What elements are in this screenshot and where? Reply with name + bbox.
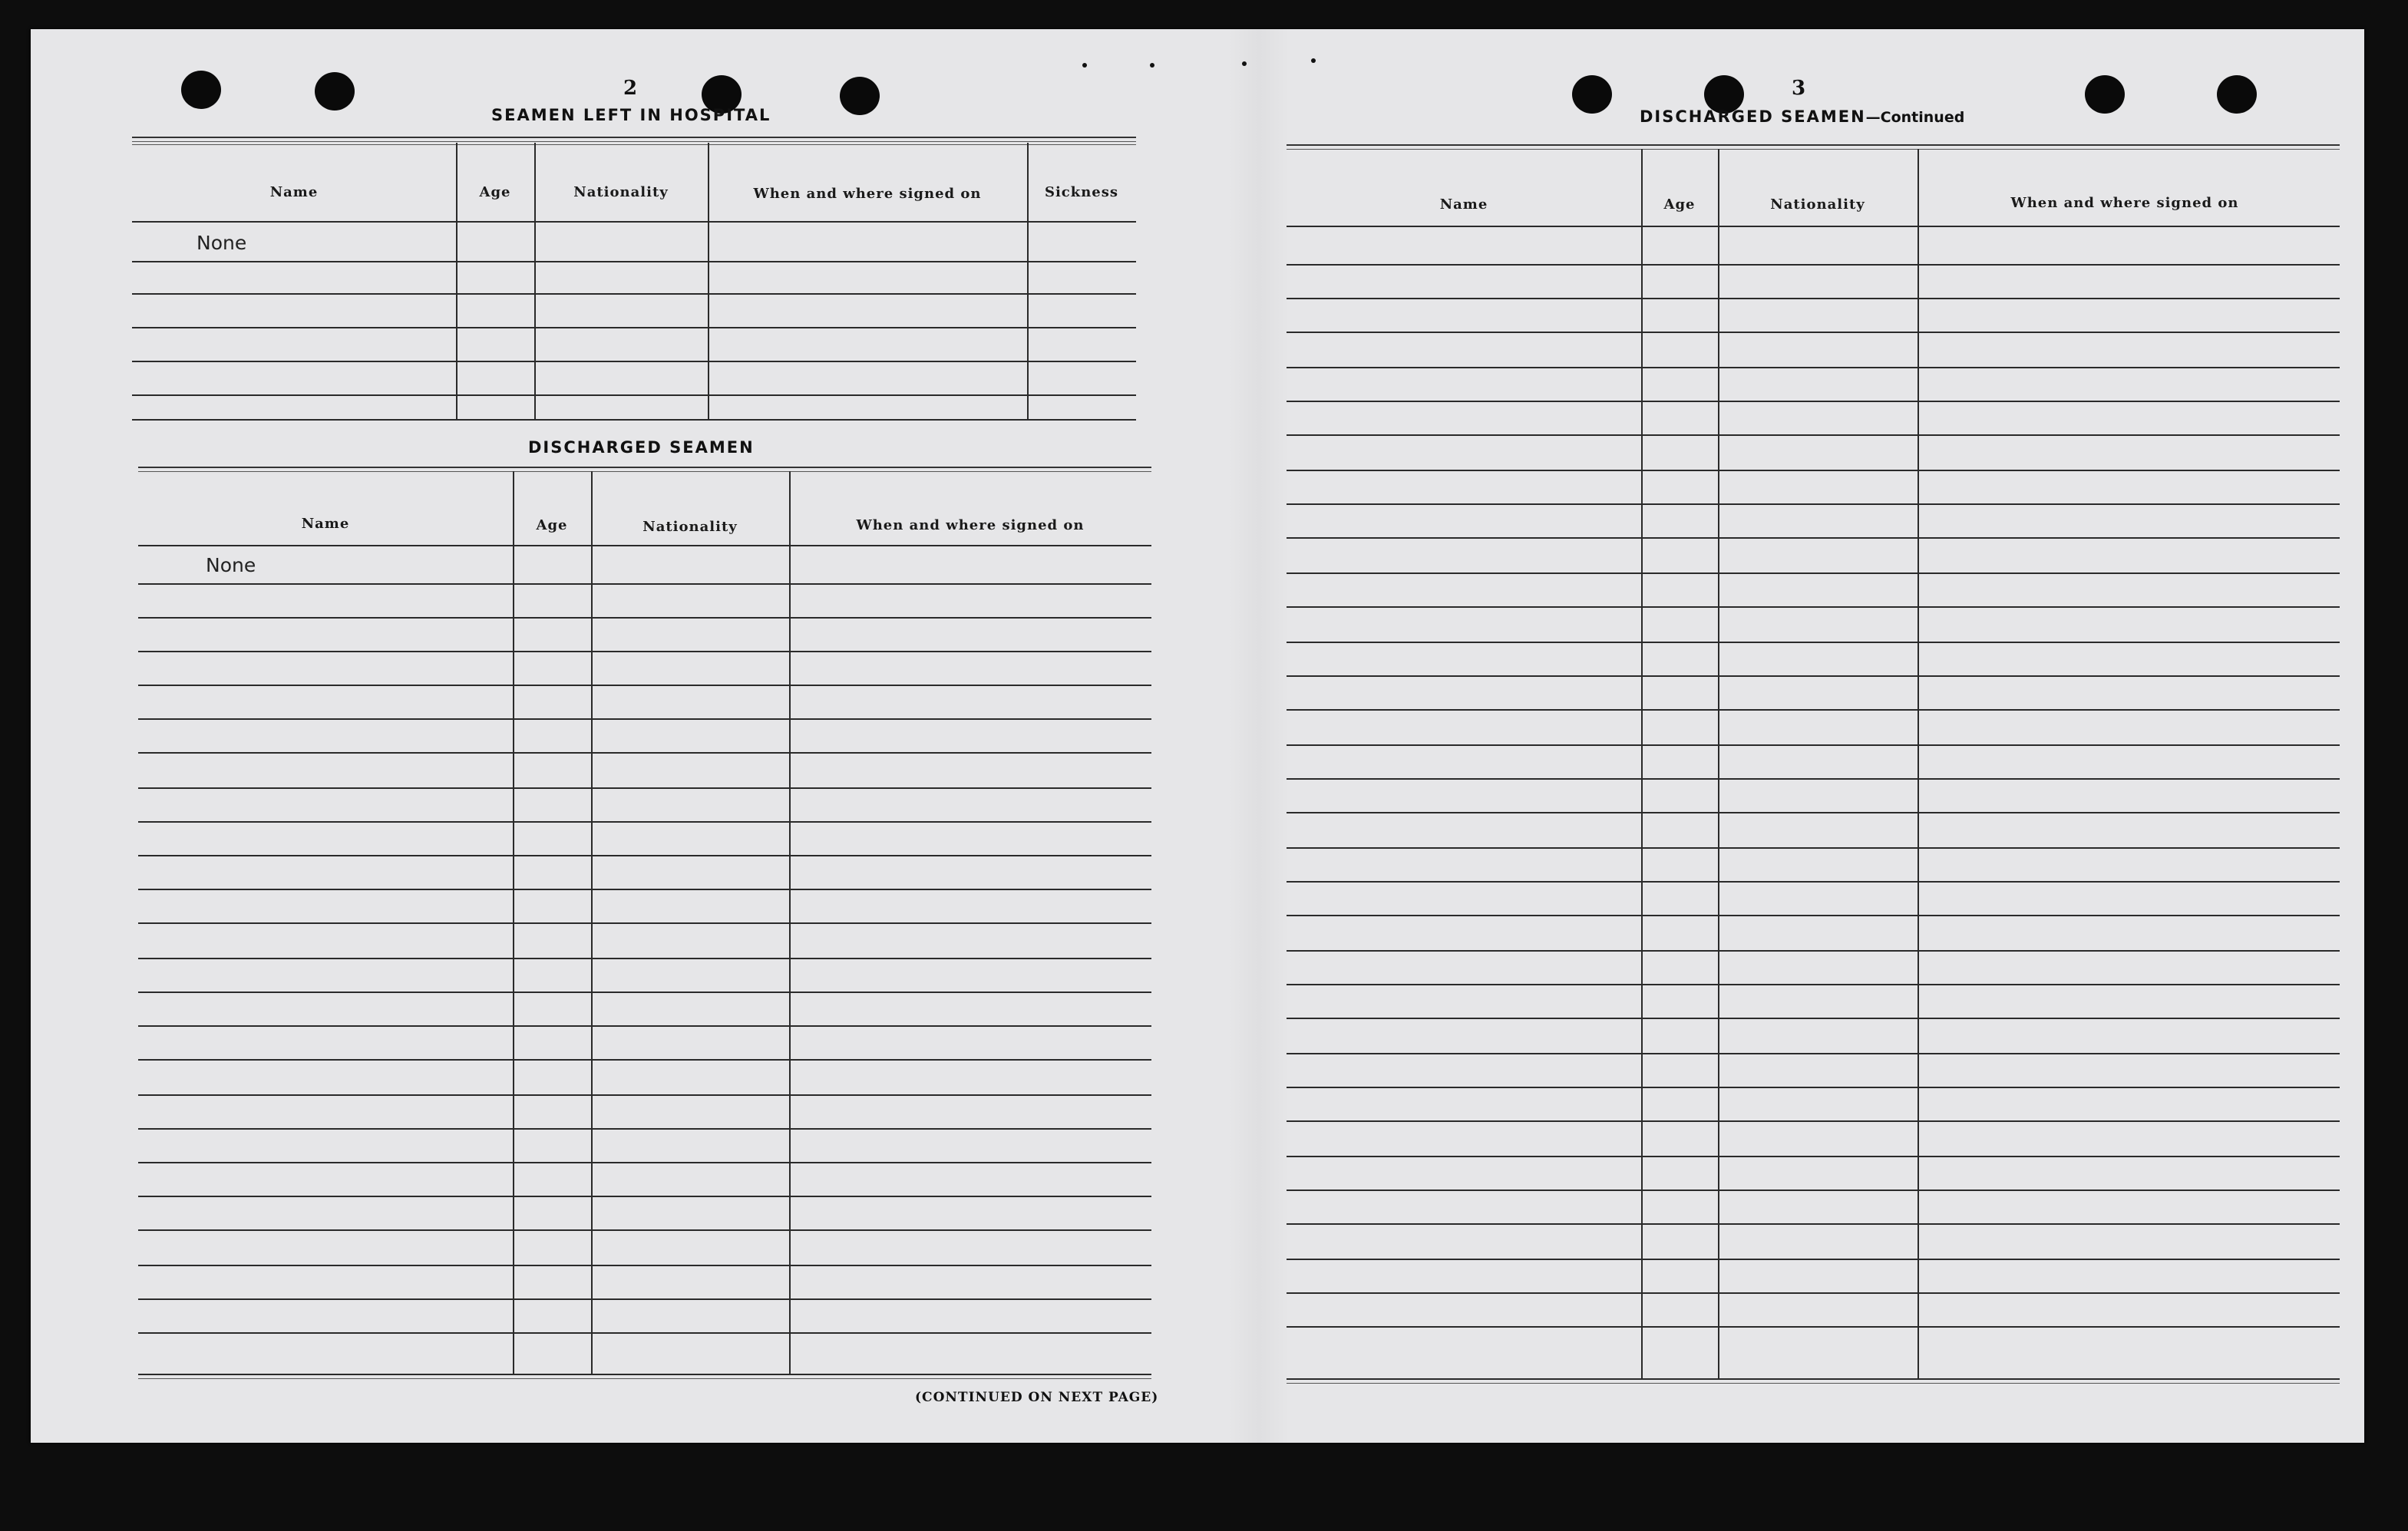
- continued-footer: (CONTINUED ON NEXT PAGE): [915, 1390, 1159, 1405]
- column-header-nationality: Nationality: [573, 184, 669, 200]
- hospital-table: [132, 137, 1136, 451]
- column-header-age: Age: [536, 517, 568, 533]
- column-header-signed-on: When and where signed on: [856, 517, 1085, 533]
- page-number-left: 2: [623, 77, 638, 100]
- punch-hole: [315, 72, 355, 111]
- discharged-table-left: [138, 467, 1151, 1411]
- punch-hole: [2085, 75, 2125, 114]
- column-header-signed-on: When and where signed on: [753, 186, 982, 202]
- column-header-name: Name: [269, 184, 319, 200]
- column-header-name: Name: [301, 516, 350, 532]
- speck: [1311, 58, 1316, 63]
- discharged-section-title: DISCHARGED SEAMEN: [528, 438, 755, 457]
- discharged-entry-name: None: [206, 554, 256, 576]
- column-header-nationality: Nationality: [642, 519, 738, 535]
- punch-hole: [181, 71, 221, 109]
- discharged-continued-title: [1640, 107, 1964, 126]
- section-title-text: DISCHARGED SEAMEN: [1640, 107, 1866, 126]
- speck: [1242, 61, 1247, 66]
- speck: [1082, 63, 1087, 68]
- column-header-signed-on: When and where signed on: [2010, 195, 2239, 211]
- hospital-entry-name: None: [197, 232, 247, 254]
- discharged-table-right: [1287, 144, 2340, 1418]
- section-title-suffix: —Continued: [1865, 109, 1965, 126]
- column-header-age: Age: [479, 184, 511, 200]
- speck: [1150, 63, 1154, 68]
- column-header-nationality: Nationality: [1770, 196, 1865, 213]
- page-fold: [1228, 29, 1290, 1443]
- page-number-right: 3: [1792, 77, 1806, 100]
- document-sheet: [31, 29, 2364, 1443]
- column-header-sickness: Sickness: [1044, 184, 1119, 200]
- column-header-name: Name: [1439, 196, 1488, 213]
- punch-hole: [2217, 75, 2257, 114]
- punch-hole: [1572, 75, 1612, 114]
- hospital-section-title: SEAMEN LEFT IN HOSPITAL: [491, 106, 771, 124]
- column-header-age: Age: [1663, 196, 1696, 213]
- punch-hole: [840, 77, 880, 115]
